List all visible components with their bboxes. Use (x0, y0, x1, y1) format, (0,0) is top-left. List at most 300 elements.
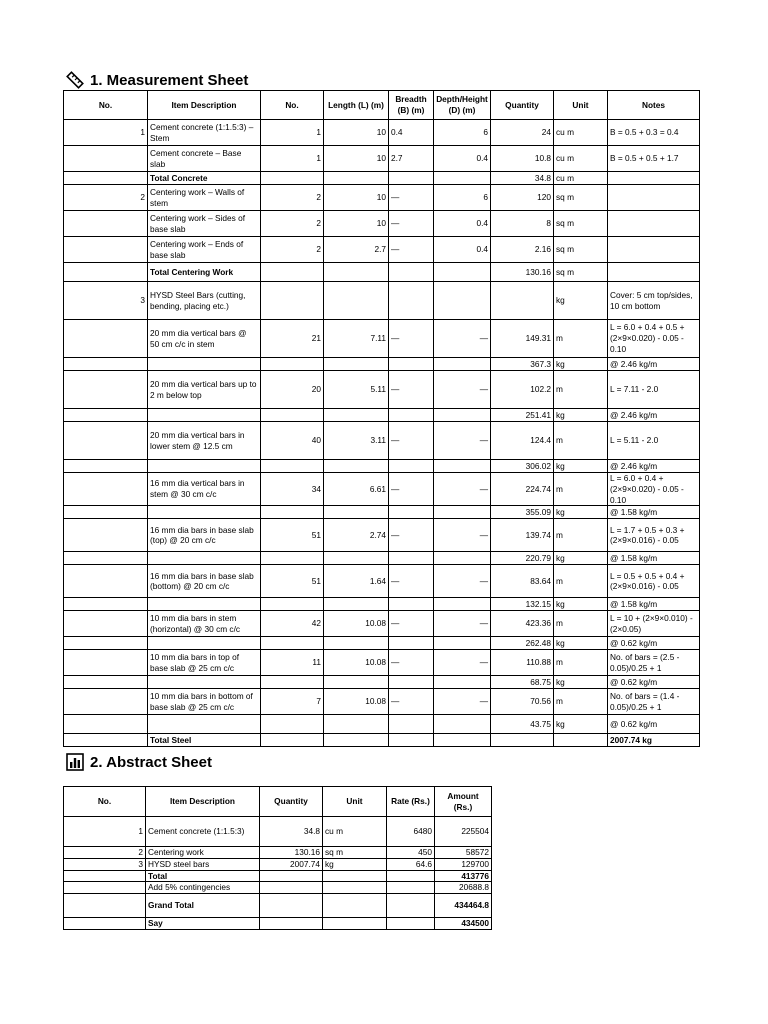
cell-d: 6 (434, 120, 491, 146)
cell-b: — (389, 689, 434, 715)
abstract-header-row (64, 787, 492, 817)
cell-qty: 120 (491, 185, 554, 211)
cell-d: — (434, 565, 491, 598)
table-row (64, 422, 700, 460)
cell-b (389, 598, 434, 611)
cell-unit: m (554, 565, 608, 598)
cell-l: 2.7 (324, 237, 389, 263)
cell-b: — (389, 237, 434, 263)
cell-sn (64, 460, 148, 473)
cell-desc: Centering work – Ends of base slab (148, 237, 261, 263)
cell-no (261, 598, 324, 611)
cell-no (261, 637, 324, 650)
cell-qty (260, 918, 323, 930)
cell-no (261, 552, 324, 565)
cell-no (261, 734, 324, 747)
table-row (64, 519, 700, 552)
cell-d (434, 460, 491, 473)
cell-d: 6 (434, 185, 491, 211)
cell-no (261, 172, 324, 185)
cell-notes: @ 2.46 kg/m (608, 358, 700, 371)
cell-desc (148, 358, 261, 371)
cell-rate: 64.6 (387, 858, 435, 870)
cell-desc: Cement concrete (1:1.5:3) – Stem (148, 120, 261, 146)
cell-unit: kg (554, 282, 608, 320)
cell-l: 5.11 (324, 371, 389, 409)
cell-no (261, 409, 324, 422)
cell-notes: L = 5.11 - 2.0 (608, 422, 700, 460)
cell-d (434, 172, 491, 185)
header-cell: Breadth (B) (m) (389, 91, 434, 120)
cell-qty (260, 882, 323, 894)
cell-unit: cu m (323, 817, 387, 847)
cell-no: 7 (261, 689, 324, 715)
cell-unit: cu m (554, 146, 608, 172)
cell-unit: kg (323, 858, 387, 870)
table-row (64, 211, 700, 237)
cell-no: 2 (261, 237, 324, 263)
cell-no (261, 676, 324, 689)
cell-amount: 20688.8 (435, 882, 492, 894)
cell-notes: No. of bars = (1.4 - 0.05)/0.25 + 1 (608, 689, 700, 715)
cell-no: 1 (261, 146, 324, 172)
cell-sn (64, 172, 148, 185)
cell-no: 51 (261, 565, 324, 598)
cell-notes (608, 263, 700, 282)
table-row (64, 371, 700, 409)
cell-b: 0.4 (389, 120, 434, 146)
cell-desc (148, 460, 261, 473)
cell-sn (64, 894, 146, 918)
cell-amount: 225504 (435, 817, 492, 847)
cell-unit: cu m (554, 120, 608, 146)
table-row (64, 460, 700, 473)
cell-no: 40 (261, 422, 324, 460)
table-row (64, 611, 700, 637)
abstract-sheet-title-text: 2. Abstract Sheet (90, 753, 212, 771)
cell-l: 10 (324, 120, 389, 146)
cell-sn (64, 734, 148, 747)
cell-l (324, 734, 389, 747)
cell-sn: 3 (64, 282, 148, 320)
cell-amount: 129700 (435, 858, 492, 870)
cell-qty: 8 (491, 211, 554, 237)
cell-notes: @ 2.46 kg/m (608, 409, 700, 422)
cell-qty: 124.4 (491, 422, 554, 460)
cell-qty (260, 870, 323, 882)
cell-desc: Say (146, 918, 260, 930)
cell-qty (491, 282, 554, 320)
cell-desc (148, 676, 261, 689)
cell-qty: 34.8 (491, 172, 554, 185)
cell-desc: 20 mm dia vertical bars in lower stem @ 12.5 cm (148, 422, 261, 460)
cell-b: — (389, 519, 434, 552)
table-row (64, 689, 700, 715)
header-cell: Quantity (491, 91, 554, 120)
cell-qty: 24 (491, 120, 554, 146)
cell-sn (64, 637, 148, 650)
cell-no (261, 506, 324, 519)
cell-d: — (434, 320, 491, 358)
cell-d (434, 409, 491, 422)
cell-notes: L = 7.11 - 2.0 (608, 371, 700, 409)
cell-notes (608, 237, 700, 263)
cell-qty: 34.8 (260, 817, 323, 847)
cell-l: 1.64 (324, 565, 389, 598)
cell-no: 1 (261, 120, 324, 146)
cell-l: 6.61 (324, 473, 389, 506)
cell-sn (64, 409, 148, 422)
cell-no (261, 358, 324, 371)
cell-sn (64, 598, 148, 611)
cell-rate (387, 870, 435, 882)
cell-unit: sq m (323, 847, 387, 859)
cell-desc: 16 mm dia bars in base slab (top) @ 20 cm c/c (148, 519, 261, 552)
cell-d: — (434, 611, 491, 637)
measurement-sheet-title-text: 1. Measurement Sheet (90, 71, 249, 89)
cell-b (389, 552, 434, 565)
cell-no: 11 (261, 650, 324, 676)
cell-sn: 2 (64, 847, 146, 859)
cell-l: 10.08 (324, 650, 389, 676)
cell-unit: kg (554, 715, 608, 734)
cell-desc: Total (146, 870, 260, 882)
cell-qty: 139.74 (491, 519, 554, 552)
header-cell: Item Description (146, 787, 260, 817)
cell-notes: @ 2.46 kg/m (608, 460, 700, 473)
cell-desc: 20 mm dia vertical bars up to 2 m below top (148, 371, 261, 409)
cell-sn (64, 371, 148, 409)
cell-b: — (389, 371, 434, 409)
cell-rate: 6480 (387, 817, 435, 847)
cell-l (324, 715, 389, 734)
cell-unit: sq m (554, 185, 608, 211)
cell-no: 2 (261, 211, 324, 237)
cell-d (434, 598, 491, 611)
cell-qty: 10.8 (491, 146, 554, 172)
cell-notes: L = 10 + (2×9×0.010) - (2×0.05) (608, 611, 700, 637)
cell-d: — (434, 473, 491, 506)
cell-desc: 10 mm dia bars in top of base slab @ 25 cm c/c (148, 650, 261, 676)
cell-sn (64, 870, 146, 882)
header-cell: No. (64, 91, 148, 120)
cell-b (389, 734, 434, 747)
cell-sn: 2 (64, 185, 148, 211)
cell-qty: 68.75 (491, 676, 554, 689)
cell-b (389, 358, 434, 371)
cell-rate (387, 894, 435, 918)
cell-desc: HYSD steel bars (146, 858, 260, 870)
abstract-sheet-title (66, 753, 212, 771)
cell-b (389, 506, 434, 519)
table-row (64, 185, 700, 211)
cell-d (434, 715, 491, 734)
cell-desc: Cement concrete – Base slab (148, 146, 261, 172)
cell-b: 2.7 (389, 146, 434, 172)
cell-notes: B = 0.5 + 0.3 = 0.4 (608, 120, 700, 146)
cell-l: 10 (324, 211, 389, 237)
header-cell: Item Description (148, 91, 261, 120)
cell-l (324, 637, 389, 650)
cell-rate: 450 (387, 847, 435, 859)
cell-d: — (434, 650, 491, 676)
cell-desc: HYSD Steel Bars (cutting, bending, placing etc.) (148, 282, 261, 320)
cell-b (389, 715, 434, 734)
cell-no (261, 282, 324, 320)
table-row (64, 918, 492, 930)
cell-unit: sq m (554, 237, 608, 263)
header-cell: Amount (Rs.) (435, 787, 492, 817)
cell-d (434, 358, 491, 371)
cell-d: — (434, 371, 491, 409)
cell-unit: m (554, 519, 608, 552)
cell-sn (64, 918, 146, 930)
cell-notes (608, 172, 700, 185)
cell-l: 10 (324, 185, 389, 211)
cell-amount: 58572 (435, 847, 492, 859)
cell-unit: kg (554, 637, 608, 650)
cell-desc (148, 409, 261, 422)
cell-l: 3.11 (324, 422, 389, 460)
abstract-table (63, 786, 492, 930)
cell-unit: m (554, 422, 608, 460)
cell-notes: L = 1.7 + 0.5 + 0.3 + (2×9×0.016) - 0.05 (608, 519, 700, 552)
cell-b: — (389, 320, 434, 358)
header-cell: No. (64, 787, 146, 817)
cell-l (324, 676, 389, 689)
table-row (64, 882, 492, 894)
cell-unit (323, 870, 387, 882)
cell-sn (64, 689, 148, 715)
table-row (64, 263, 700, 282)
table-row (64, 237, 700, 263)
table-row (64, 172, 700, 185)
cell-sn (64, 565, 148, 598)
table-row (64, 282, 700, 320)
cell-qty: 2007.74 (260, 858, 323, 870)
table-row (64, 552, 700, 565)
cell-notes: 2007.74 kg (608, 734, 700, 747)
measurement-header-row (64, 91, 700, 120)
cell-notes: @ 1.58 kg/m (608, 506, 700, 519)
cell-unit: kg (554, 409, 608, 422)
cell-d: — (434, 519, 491, 552)
cell-b: — (389, 185, 434, 211)
cell-unit (323, 918, 387, 930)
cell-b: — (389, 611, 434, 637)
cell-l: 10.08 (324, 689, 389, 715)
cell-d: — (434, 689, 491, 715)
header-cell: No. (261, 91, 324, 120)
cell-notes: L = 6.0 + 0.4 + (2×9×0.020) - 0.05 - 0.10 (608, 473, 700, 506)
cell-b: — (389, 211, 434, 237)
header-cell: Notes (608, 91, 700, 120)
cell-qty: 355.09 (491, 506, 554, 519)
cell-d: — (434, 422, 491, 460)
cell-qty: 2.16 (491, 237, 554, 263)
cell-qty: 262.48 (491, 637, 554, 650)
cell-qty: 83.64 (491, 565, 554, 598)
cell-b (389, 637, 434, 650)
cell-sn (64, 650, 148, 676)
cell-no (261, 460, 324, 473)
cell-l (324, 172, 389, 185)
table-row (64, 894, 492, 918)
cell-sn (64, 611, 148, 637)
cell-qty: 149.31 (491, 320, 554, 358)
cell-no (261, 715, 324, 734)
table-row (64, 858, 492, 870)
cell-unit (323, 882, 387, 894)
cell-d: 0.4 (434, 211, 491, 237)
cell-notes: @ 1.58 kg/m (608, 598, 700, 611)
cell-sn (64, 715, 148, 734)
cell-desc (148, 552, 261, 565)
table-row (64, 565, 700, 598)
cell-desc: 16 mm dia vertical bars in stem @ 30 cm c/c (148, 473, 261, 506)
cell-sn (64, 211, 148, 237)
cell-desc: Centering work – Walls of stem (148, 185, 261, 211)
cell-l: 2.74 (324, 519, 389, 552)
cell-notes: @ 0.62 kg/m (608, 715, 700, 734)
cell-unit: m (554, 320, 608, 358)
cell-notes (608, 185, 700, 211)
cell-unit: m (554, 371, 608, 409)
cell-l (324, 460, 389, 473)
cell-desc: 10 mm dia bars in bottom of base slab @ 25 cm c/c (148, 689, 261, 715)
cell-sn (64, 882, 146, 894)
table-row (64, 506, 700, 519)
cell-no: 21 (261, 320, 324, 358)
cell-sn (64, 473, 148, 506)
cell-l (324, 506, 389, 519)
cell-notes: L = 6.0 + 0.4 + 0.5 + (2×9×0.020) - 0.05 - 0.10 (608, 320, 700, 358)
cell-desc (148, 715, 261, 734)
table-row (64, 817, 492, 847)
cell-desc: Centering work (146, 847, 260, 859)
cell-sn: 3 (64, 858, 146, 870)
cell-unit: sq m (554, 263, 608, 282)
cell-qty (260, 894, 323, 918)
cell-l (324, 282, 389, 320)
cell-notes: @ 0.62 kg/m (608, 637, 700, 650)
table-row (64, 146, 700, 172)
cell-unit: kg (554, 598, 608, 611)
cell-sn (64, 552, 148, 565)
cell-desc (148, 598, 261, 611)
cell-desc: 10 mm dia bars in stem (horizontal) @ 30 cm c/c (148, 611, 261, 637)
cell-unit: kg (554, 552, 608, 565)
cell-d (434, 506, 491, 519)
cell-rate (387, 918, 435, 930)
cell-qty: 110.88 (491, 650, 554, 676)
cell-b: — (389, 422, 434, 460)
cell-qty: 220.79 (491, 552, 554, 565)
cell-unit (554, 734, 608, 747)
header-cell: Unit (323, 787, 387, 817)
cell-l (324, 598, 389, 611)
cell-sn: 1 (64, 120, 148, 146)
cell-b: — (389, 473, 434, 506)
cell-sn (64, 146, 148, 172)
cell-d (434, 552, 491, 565)
cell-notes: B = 0.5 + 0.5 + 1.7 (608, 146, 700, 172)
cell-unit: m (554, 611, 608, 637)
cell-sn: 1 (64, 817, 146, 847)
table-row (64, 358, 700, 371)
cell-sn (64, 422, 148, 460)
header-cell: Rate (Rs.) (387, 787, 435, 817)
table-row (64, 320, 700, 358)
header-cell: Quantity (260, 787, 323, 817)
cell-sn (64, 237, 148, 263)
cell-desc: 20 mm dia vertical bars @ 50 cm c/c in stem (148, 320, 261, 358)
cell-no: 34 (261, 473, 324, 506)
cell-l: 10.08 (324, 611, 389, 637)
cell-d (434, 637, 491, 650)
cell-desc (148, 506, 261, 519)
cell-unit: kg (554, 460, 608, 473)
cell-notes: @ 1.58 kg/m (608, 552, 700, 565)
table-row (64, 676, 700, 689)
cell-b (389, 263, 434, 282)
cell-b (389, 676, 434, 689)
table-row (64, 409, 700, 422)
cell-sn (64, 263, 148, 282)
table-row (64, 120, 700, 146)
cell-d (434, 676, 491, 689)
cell-unit: kg (554, 506, 608, 519)
cell-l (324, 409, 389, 422)
cell-qty: 132.15 (491, 598, 554, 611)
table-row (64, 847, 492, 859)
table-row (64, 598, 700, 611)
cell-no: 20 (261, 371, 324, 409)
table-row (64, 715, 700, 734)
cell-desc: Add 5% contingencies (146, 882, 260, 894)
cell-b (389, 409, 434, 422)
cell-qty (491, 734, 554, 747)
cell-qty: 102.2 (491, 371, 554, 409)
cell-sn (64, 676, 148, 689)
cell-qty: 130.16 (491, 263, 554, 282)
cell-notes: @ 0.62 kg/m (608, 676, 700, 689)
cell-desc: 16 mm dia bars in base slab (bottom) @ 20 cm c/c (148, 565, 261, 598)
cell-l: 7.11 (324, 320, 389, 358)
cell-unit: sq m (554, 211, 608, 237)
cell-amount: 413776 (435, 870, 492, 882)
cell-unit: m (554, 650, 608, 676)
cell-qty: 43.75 (491, 715, 554, 734)
cell-unit: cu m (554, 172, 608, 185)
cell-sn (64, 320, 148, 358)
cell-notes: No. of bars = (2.5 - 0.05)/0.25 + 1 (608, 650, 700, 676)
cell-no: 51 (261, 519, 324, 552)
cell-l (324, 358, 389, 371)
bar-chart-icon (66, 753, 84, 771)
cell-rate (387, 882, 435, 894)
header-cell: Unit (554, 91, 608, 120)
cell-notes: Cover: 5 cm top/sides, 10 cm bottom (608, 282, 700, 320)
cell-b: — (389, 565, 434, 598)
cell-sn (64, 506, 148, 519)
cell-qty: 423.36 (491, 611, 554, 637)
cell-amount: 434464.8 (435, 894, 492, 918)
cell-no: 42 (261, 611, 324, 637)
cell-sn (64, 358, 148, 371)
cell-unit: m (554, 689, 608, 715)
cell-unit: kg (554, 358, 608, 371)
